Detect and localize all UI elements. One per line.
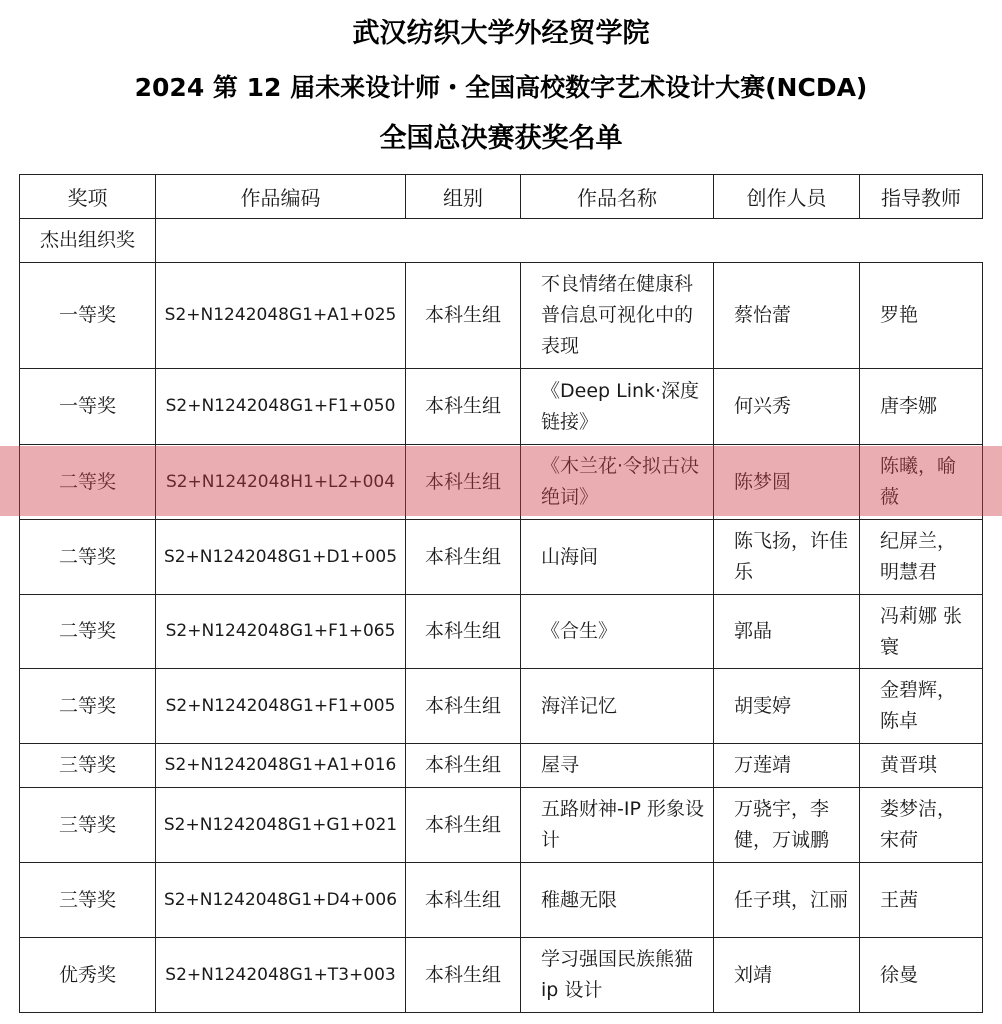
work-name-cell: 屋寻: [521, 744, 714, 788]
special-award-row: [20, 219, 983, 263]
award-cell: 三等奖: [20, 788, 156, 863]
code-cell: S2+N1242048G1+F1+050: [156, 369, 406, 445]
work-name-cell: 学习强国民族熊猫 ip 设计: [521, 938, 714, 1013]
header-teacher: 指导教师: [860, 175, 983, 219]
table-row: [20, 520, 983, 595]
code-cell: S2+N1242048G1+F1+005: [156, 669, 406, 744]
header-award: 奖项: [20, 175, 156, 219]
work-name-cell: 《Deep Link·深度链接》: [521, 369, 714, 445]
teacher-cell: 陈曦，喻薇: [860, 445, 983, 520]
award-cell: 一等奖: [20, 263, 156, 369]
group-cell: 本科生组: [406, 263, 521, 369]
award-cell: 三等奖: [20, 744, 156, 788]
work-name-cell: 山海间: [521, 520, 714, 595]
group-cell: 本科生组: [406, 744, 521, 788]
table-row: [20, 669, 983, 744]
group-cell: 本科生组: [406, 863, 521, 938]
teacher-cell: 娄梦洁，宋荷: [860, 788, 983, 863]
group-cell: 本科生组: [406, 938, 521, 1013]
table-header-row: [20, 175, 983, 219]
group-cell: 本科生组: [406, 445, 521, 520]
code-cell: S2+N1242048G1+F1+065: [156, 595, 406, 669]
award-cell: 二等奖: [20, 445, 156, 520]
teacher-cell: 冯莉娜 张寰: [860, 595, 983, 669]
teacher-cell: 王茜: [860, 863, 983, 938]
special-award-label: 杰出组织奖: [20, 219, 156, 263]
table-row: [20, 744, 983, 788]
award-table: [19, 174, 983, 1013]
creators-cell: 万莲靖: [714, 744, 860, 788]
table-row: [20, 938, 983, 1013]
work-name-cell: 海洋记忆: [521, 669, 714, 744]
teacher-cell: 罗艳: [860, 263, 983, 369]
award-cell: 三等奖: [20, 863, 156, 938]
code-cell: S2+N1242048G1+A1+025: [156, 263, 406, 369]
school-title: 武汉纺织大学外经贸学院: [352, 18, 650, 49]
code-cell: S2+N1242048G1+T3+003: [156, 938, 406, 1013]
group-cell: 本科生组: [406, 669, 521, 744]
teacher-cell: 黄晋琪: [860, 744, 983, 788]
teacher-cell: 金碧辉，陈卓: [860, 669, 983, 744]
work-name-cell: 不良情绪在健康科普信息可视化中的表现: [521, 263, 714, 369]
table-row: [20, 263, 983, 369]
header-group: 组别: [406, 175, 521, 219]
list-title: 全国总决赛获奖名单: [379, 123, 623, 154]
code-cell: S2+N1242048G1+D1+005: [156, 520, 406, 595]
teacher-cell: 唐李娜: [860, 369, 983, 445]
header-work-name: 作品名称: [521, 175, 714, 219]
code-cell: S2+N1242048G1+D4+006: [156, 863, 406, 938]
group-cell: 本科生组: [406, 520, 521, 595]
creators-cell: 任子琪，江丽: [714, 863, 860, 938]
table-row: [20, 445, 983, 520]
group-cell: 本科生组: [406, 595, 521, 669]
competition-title: 2024 第 12 届未来设计师・全国高校数字艺术设计大赛(NCDA): [134, 73, 868, 102]
work-name-cell: 《合生》: [521, 595, 714, 669]
table-row: [20, 369, 983, 445]
group-cell: 本科生组: [406, 788, 521, 863]
creators-cell: 蔡怡蕾: [714, 263, 860, 369]
table-row: [20, 788, 983, 863]
teacher-cell: 徐曼: [860, 938, 983, 1013]
table-row: [20, 863, 983, 938]
code-cell: S2+N1242048G1+G1+021: [156, 788, 406, 863]
creators-cell: 郭晶: [714, 595, 860, 669]
creators-cell: 何兴秀: [714, 369, 860, 445]
teacher-cell: 纪屏兰，明慧君: [860, 520, 983, 595]
header-code: 作品编码: [156, 175, 406, 219]
work-name-cell: 五路财神-IP 形象设计: [521, 788, 714, 863]
creators-cell: 刘靖: [714, 938, 860, 1013]
award-cell: 优秀奖: [20, 938, 156, 1013]
work-name-cell: 《木兰花·令拟古决绝词》: [521, 445, 714, 520]
work-name-cell: 稚趣无限: [521, 863, 714, 938]
code-cell: S2+N1242048H1+L2+004: [156, 445, 406, 520]
creators-cell: 陈梦圆: [714, 445, 860, 520]
creators-cell: 陈飞扬，许佳乐: [714, 520, 860, 595]
creators-cell: 胡雯婷: [714, 669, 860, 744]
header-creators: 创作人员: [714, 175, 860, 219]
award-cell: 二等奖: [20, 520, 156, 595]
table-row: [20, 595, 983, 669]
creators-cell: 万骁宇，李健，万诚鹏: [714, 788, 860, 863]
award-cell: 一等奖: [20, 369, 156, 445]
award-cell: 二等奖: [20, 595, 156, 669]
group-cell: 本科生组: [406, 369, 521, 445]
special-award-empty: [156, 219, 983, 263]
code-cell: S2+N1242048G1+A1+016: [156, 744, 406, 788]
award-cell: 二等奖: [20, 669, 156, 744]
